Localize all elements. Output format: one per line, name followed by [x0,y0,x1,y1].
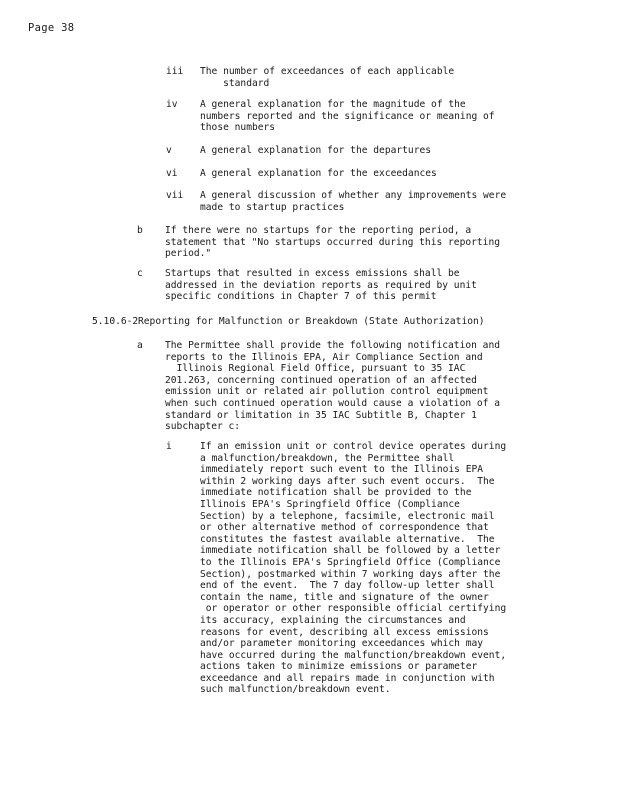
list-item-label: vii [166,190,184,201]
list-item-label: vi [166,168,178,179]
list-item-text: If an emission unit or control device operates during a malfunction/breakdown, the Permittee shall immediately report such event to the Illinois EPA within 2 working days after such event occurs. The immediate notification shall be provided to the Illinois EPA's Springfield Office (Compliance Section) by a telephone, facsimile, electronic mail or other alternative method of correspondence that constitutes the fastest available alternative. The immediate notification shall be followed by a letter to the Illinois EPA's Springfield Office (Compliance Section), postmarked within 7 working days after the end of the event. The 7 day follow-up letter shall contain the name, title and signature of the owner or operator or other responsible official certifying its accuracy, explaining the circumstances and reasons for event, describing all excess emissions and/or parameter monitoring exceedances which may have occurred during the malfunction/breakdown event, actions taken to minimize emissions or parameter exceedance and all repairs made in conjunction with such malfunction/breakdown event. [200,441,507,696]
list-item-label: b [137,225,143,236]
list-item-text: Startups that resulted in excess emissions shall be addressed in the deviation reports as required by unit specific conditions in Chapter 7 of this permit [165,268,477,303]
list-item-text: A general explanation for the departures [200,145,432,156]
list-item-label: i [166,441,172,452]
list-item-text: If there were no startups for the reporting period, a statement that "No startups occurred during this reporting period." [165,225,501,260]
list-item-label: iii [166,66,184,77]
list-item-text: A general discussion of whether any improvements were made to startup practices [200,190,507,213]
section-number: 5.10.6-2 [92,316,139,327]
list-item-label: iv [166,99,178,110]
list-item-text: A general explanation for the magnitude of the numbers reported and the significance or meaning of those numbers [200,99,495,134]
list-item-label: c [137,268,143,279]
list-item-text: The number of exceedances of each applicable standard [200,66,455,89]
list-item-text: A general explanation for the exceedances [200,168,437,179]
page-number: Page 38 [28,22,75,34]
list-item-label: v [166,145,172,156]
list-item-text: The Permittee shall provide the following notification and reports to the Illinois EPA, Air Compliance Section and Illinois Regional Field Office, pursuant to 35 IAC 201.263, concerning continued operation of an affected emission unit or related air pollution control equipment when such continued operation would cause a violation of a standard or limitation in 35 IAC Subtitle B, Chapter 1 subchapter c: [165,340,501,433]
section-title: Reporting for Malfunction or Breakdown (State Authorization) [138,316,485,327]
list-item-label: a [137,340,143,351]
